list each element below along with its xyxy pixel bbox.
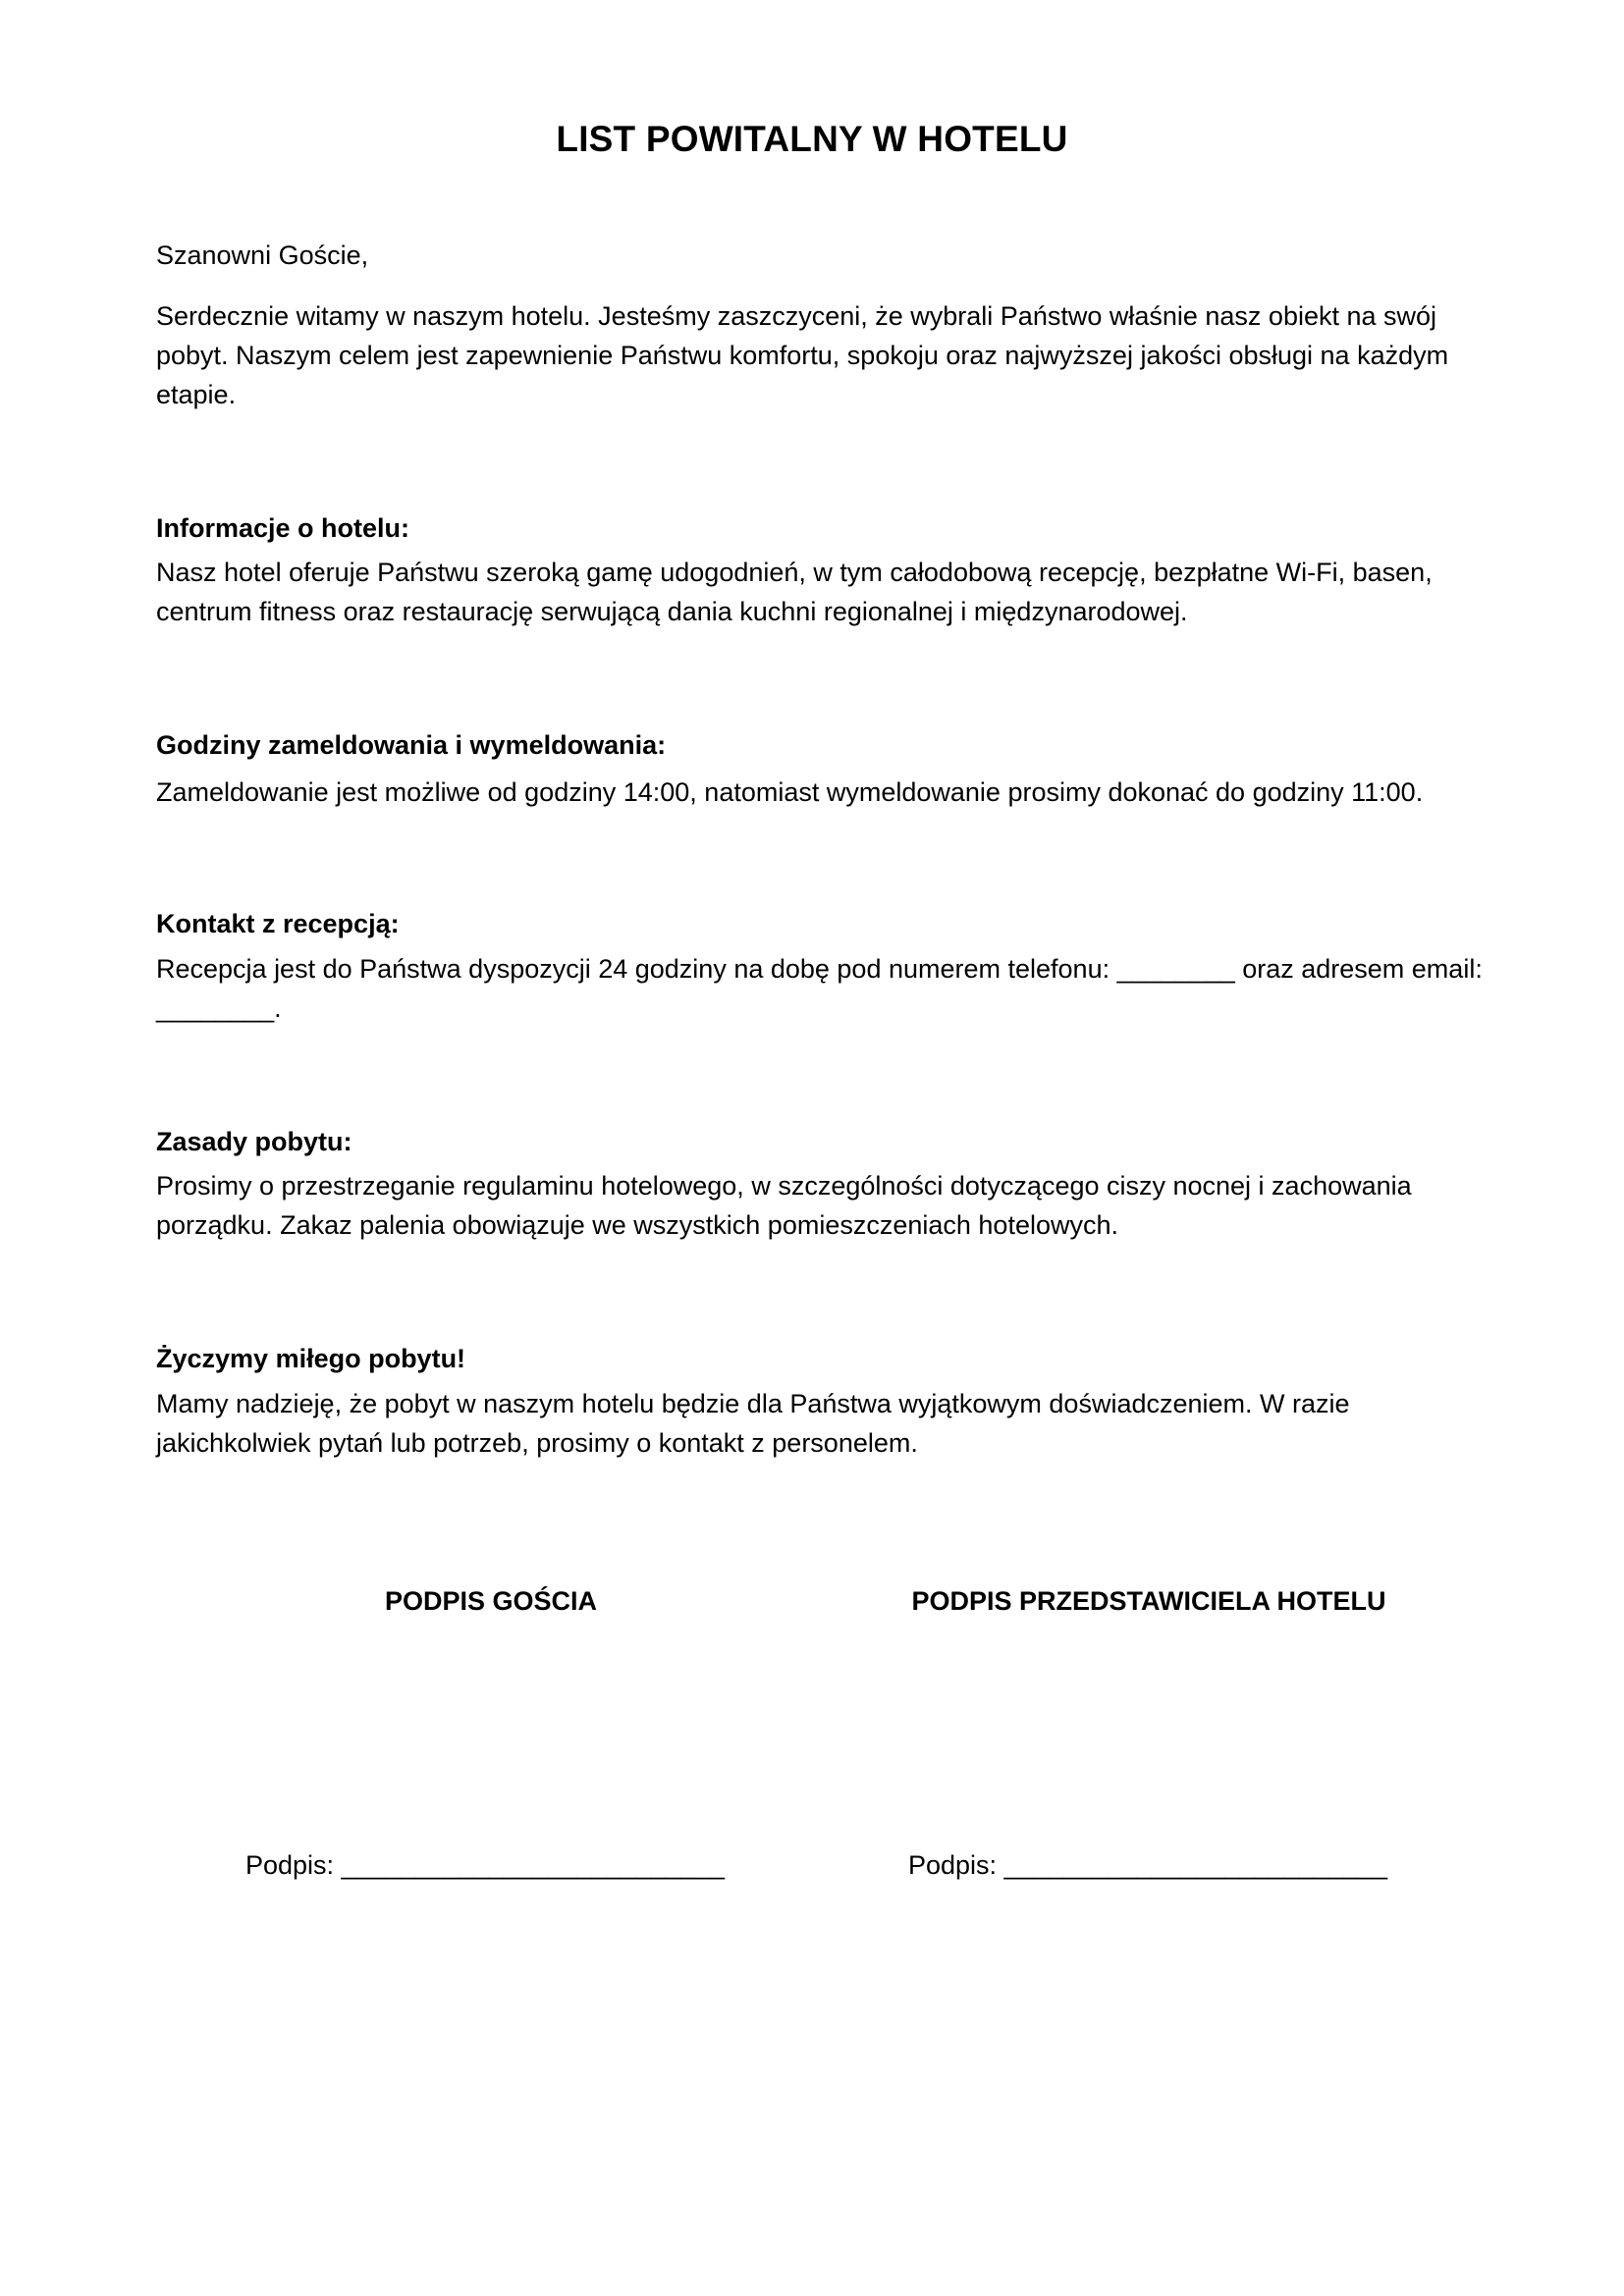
section-heading-reception-contact: Kontakt z recepcją: [156, 909, 400, 938]
hotel-signature-line: Podpis: __________________________ [908, 1850, 1387, 1880]
intro-paragraph: Serdecznie witamy w naszym hotelu. Jesteśmy zaszczyceni, że wybrali Państwo właśnie nasz obiekt na swój pobyt. Naszym celem jest zapewnienie Państwu komfortu, spokoju oraz najwyższej jakości obsługi na każdym etapie. [156, 301, 1449, 409]
hotel-signature-heading: PODPIS PRZEDSTAWICIELA HOTELU [911, 1586, 1386, 1616]
guest-signature-heading: PODPIS GOŚCIA [384, 1586, 598, 1616]
section-heading-check-in-out: Godziny zameldowania i wymeldowania: [156, 730, 667, 760]
section-body-reception-contact: Recepcja jest do Państwa dyspozycji 24 godziny na dobę pod numerem telefonu: ________ oraz adresem email: ________. [156, 954, 1483, 1023]
section-heading-stay-rules: Zasady pobytu: [156, 1127, 352, 1156]
section-body-stay-rules: Prosimy o przestrzeganie regulaminu hotelowego, w szczególności dotyczącego ciszy nocnej i zachowania porządku. Zakaz palenia obowiązuje we wszystkich pomieszczeniach hotelowych. [156, 1171, 1412, 1240]
guest-signature-line: Podpis: __________________________ [245, 1850, 725, 1880]
document-title: LIST POWITALNY W HOTELU [556, 119, 1068, 159]
section-body-check-in-out: Zameldowanie jest możliwe od godziny 14:00, natomiast wymeldowanie prosimy dokonać do godziny 11:00. [156, 777, 1424, 807]
section-heading-hotel-info: Informacje o hotelu: [156, 513, 410, 543]
section-body-hotel-info: Nasz hotel oferuje Państwu szeroką gamę udogodnień, w tym całodobową recepcję, bezpłatne Wi-Fi, basen, centrum fitness oraz restaurację serwującą dania kuchni regionalnej i międzynarodowej. [156, 558, 1433, 626]
greeting: Szanowni Goście, [156, 240, 369, 270]
section-body-closing: Mamy nadzieję, że pobyt w naszym hotelu będzie dla Państwa wyjątkowym doświadczeniem. W razie jakichkolwiek pytań lub potrzeb, prosimy o kontakt z personelem. [156, 1389, 1350, 1458]
section-heading-closing: Życzymy miłego pobytu! [156, 1344, 466, 1373]
